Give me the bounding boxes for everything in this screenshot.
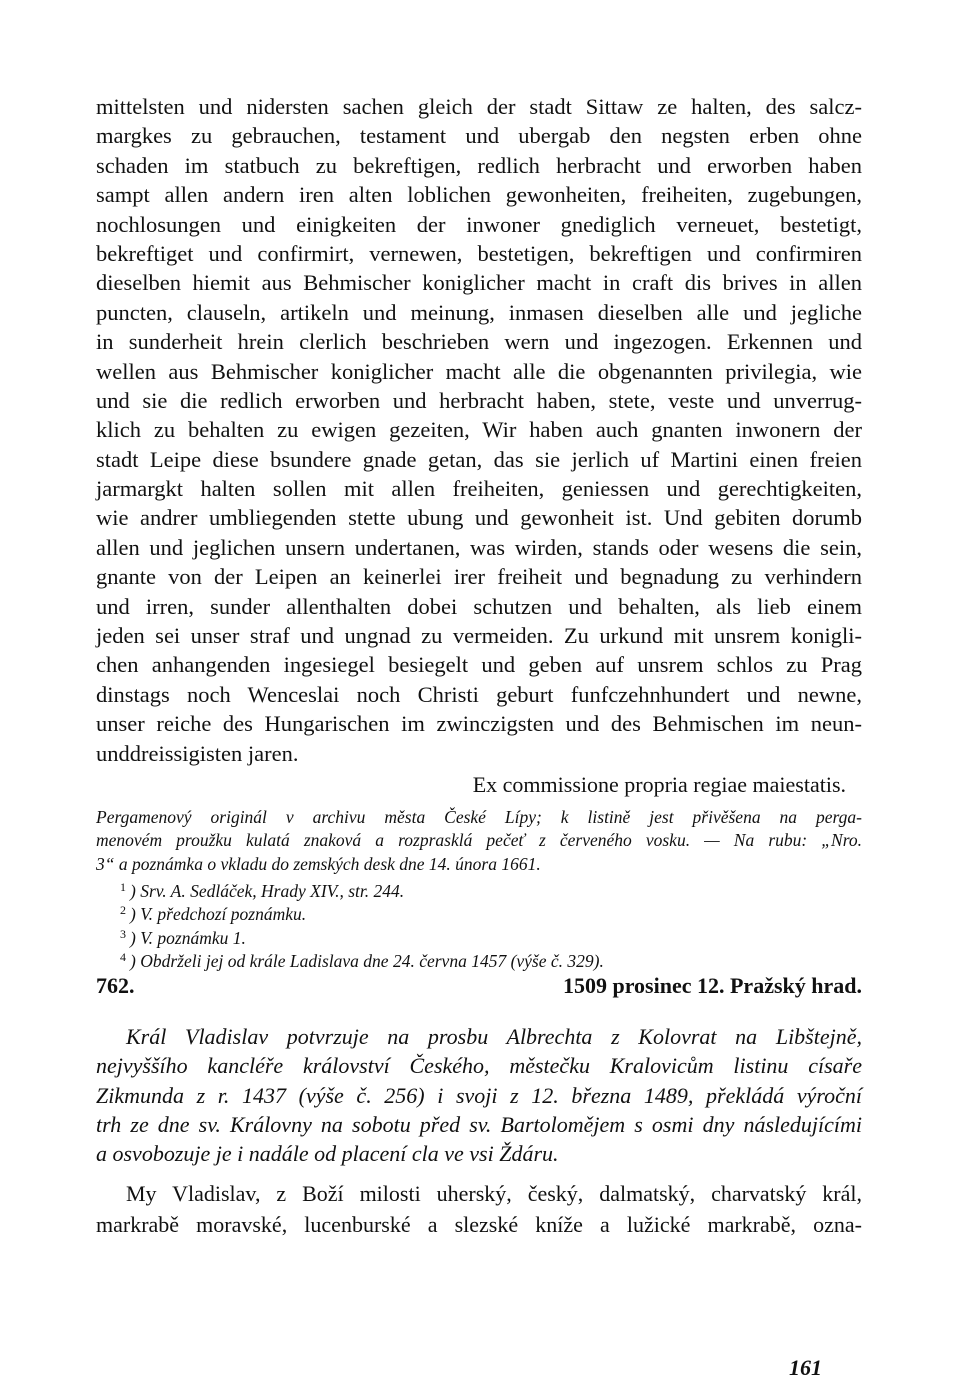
footnote-paren: ): [130, 880, 136, 901]
text-line: jarmargkt halten sollen mit allen freiheiten, geniessen und gerechtigkeiten,: [96, 476, 862, 502]
footnote-number: 2: [120, 903, 126, 918]
main-text-block: [96, 92, 862, 768]
text-line: in sunderheit hrein clerlich beschrieben wern und ingezogen. Erkennen und: [96, 329, 862, 355]
letter-line: My Vladislav, z Boží milosti uherský, český, dalmatský, charvatský král,: [126, 1181, 862, 1206]
footnote-number: 1: [120, 879, 126, 894]
archival-note-line: 3“ a poznámka o vkladu do zemských desk dne 14. února 1661.: [96, 853, 541, 874]
entry-number: 762.: [96, 973, 135, 998]
text-line: schaden im statbuch zu bekreftigen, redlich herbracht und erworben haben: [96, 152, 862, 178]
text-line: allen und jeglichen unsern undertanen, was wirden, stands oder wesens die sein,: [96, 534, 862, 560]
archival-note-line: Pergamenový originál v archivu města České Lípy; k listině jest přivěšena na perga-: [96, 806, 862, 827]
footnote-number: 3: [120, 926, 126, 941]
text-line: und sie die redlich erworben und herbracht haben, stete, veste und unverrug-: [96, 387, 862, 413]
signature-line: Ex commissione propria regiae maiestatis.: [472, 771, 846, 797]
archival-notes: [96, 806, 862, 972]
letter-line: markrabě moravské, lucenburské a slezské kníže a lužické markrabě, ozna-: [96, 1211, 862, 1237]
abstract-line: a osvobozuje je i nadále od placení cla ve vsi Ždáru.: [96, 1141, 559, 1167]
abstract-line: Zikmunda z r. 1437 (výše č. 256) i svoji z 12. března 1489, překládá výroční: [96, 1082, 862, 1108]
text-line: jeden sei unser straf und ungnad zu vermeiden. Zu urkund mit unsrem konigli-: [96, 623, 862, 649]
text-line: dinstags noch Wenceslai noch Christi geburt funfczehnhundert und newne,: [96, 681, 862, 707]
footnote-text: V. předchozí poznámku.: [140, 904, 307, 925]
text-line: stadt Leipe diese bsundere gnade getan, das sie jerlich uf Martini einen freien: [96, 446, 862, 472]
text-line: klich zu behalten zu ewigen gezeiten, Wir haben auch gnanten inwonern der: [96, 417, 862, 443]
text-line: wellen aus Behmischer koniglicher macht alle die obgenannten privilegia, wie: [96, 358, 862, 384]
text-line: und irren, sunder allenthalten dobei schutzen und behalten, als lieb einem: [96, 593, 862, 619]
footnote: [96, 946, 862, 972]
text-line: margkes zu gebrauchen, testament und ubergab den negsten erben ohne: [96, 123, 862, 149]
text-line: wie andrer umbliegenden stette ubung und gewonheit ist. Und gebiten dorumb: [96, 505, 862, 531]
entry-abstract: [96, 1022, 862, 1168]
footnote: [96, 876, 862, 899]
letter-text: [96, 1179, 862, 1240]
document-page: [96, 92, 862, 1380]
footnote-paren: ): [130, 951, 136, 972]
text-line: chen anhangenden ingesiegel besiegelt und geben auf unsrem schlos zu Prag: [96, 652, 862, 678]
archival-note-line: menovém proužku kulatá znaková a rozprasklá pečeť z červeného vosku. — Na rubu: „Nro.: [96, 830, 862, 851]
abstract-line: Král Vladislav potvrzuje na prosbu Albrechta z Kolovrat na Libštejně,: [126, 1024, 862, 1049]
abstract-line: nejvyššího kancléře království Českého, městečku Kralovicům listinu císaře: [96, 1053, 862, 1079]
text-line: gnante von der Leipen an keinerlei irer freiheit und begnadung zu verhindern: [96, 564, 862, 590]
text-line: dieselben hiemit aus Behmischer koniglicher macht in craft dis brives in allen: [96, 270, 862, 296]
text-line: sampt allen andern iren alten loblichen gewonheiten, freiheiten, zugebungen,: [96, 182, 862, 208]
text-line: puncten, clauseln, artikeln und meinung, inmasen dieselben alle und jegliche: [96, 299, 862, 325]
footnote-paren: ): [130, 927, 136, 948]
abstract-line: trh ze dne sv. Královny na sobotu před sv. Bartolomějem s osmi dny následujícími: [96, 1111, 862, 1137]
footnote: [96, 899, 862, 925]
footnote: [96, 923, 862, 946]
text-line: unser reiche des Hungarischen im zwinczigsten und des Behmischen im neun-: [96, 711, 862, 737]
entry-header: [96, 972, 862, 1000]
footnote-text: Srv. A. Sedláček, Hrady XIV., str. 244.: [140, 880, 405, 901]
footnote-number: 4: [120, 950, 126, 965]
text-line: nochlosungen und einigkeiten der inwoner gnediglich verneuet, bestetigt,: [96, 211, 862, 237]
text-line: mittelsten und nidersten sachen gleich der stadt Sittaw ze halten, des salcz-: [96, 94, 862, 119]
footnote-text: Obdrželi jej od krále Ladislava dne 24. června 1457 (výše č. 329).: [140, 951, 604, 972]
footnote-paren: ): [130, 904, 136, 925]
entry-date-place: 1509 prosinec 12. Pražský hrad.: [562, 973, 862, 998]
text-line: bekreftiget und confirmirt, vernewen, bestetigen, bekreftigen und confirmiren: [96, 240, 862, 266]
footnote-text: V. poznámku 1.: [140, 927, 246, 948]
text-line: unddreissigisten jaren.: [96, 740, 299, 766]
page-number: 161: [789, 1355, 822, 1380]
